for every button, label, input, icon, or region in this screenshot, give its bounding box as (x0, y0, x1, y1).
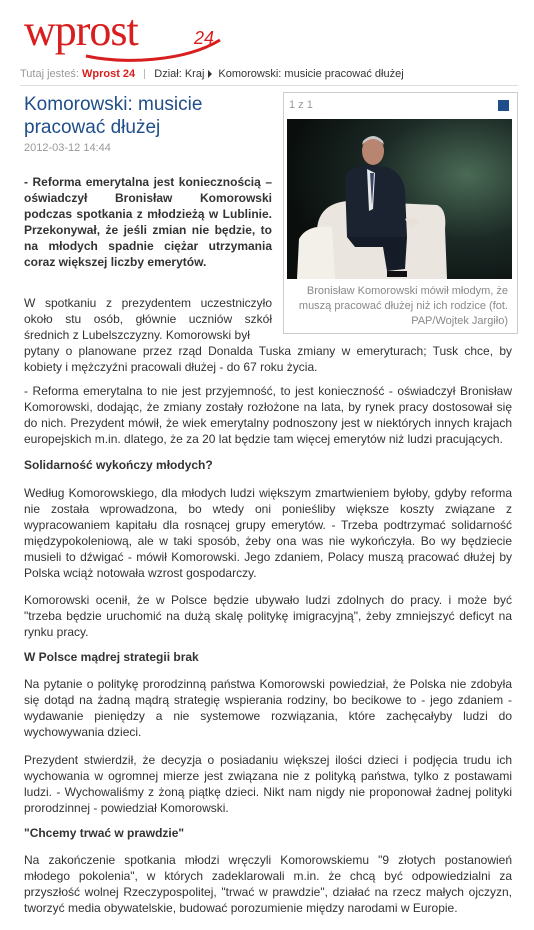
breadcrumb-prefix: Tutaj jesteś: (20, 68, 79, 80)
photo-caption: Bronisław Komorowski mówił młodym, że muszą pracować dłużej niż ich rodzice (fot. PAP/Wojtek Jargiło) (298, 285, 508, 327)
article-photo[interactable] (287, 119, 512, 279)
header-divider (20, 85, 518, 86)
breadcrumb-home-link[interactable]: Wprost 24 (81, 68, 136, 80)
gallery-counter: 1 z 1 (289, 99, 313, 111)
breadcrumb-section-link[interactable]: Dział: Kraj (154, 68, 205, 80)
site-logo[interactable] (24, 6, 224, 56)
article-paragraph-3: Według Komorowskiego, dla młodych ludzi większym zmartwieniem byłoby, gdyby reforma nie została wprowadzona, bo wtedy oni ponieśliby większe koszty związane z wypracowaniem kapitału dla rosnącej grupy emerytów. - Trzeba podtrzymać solidarność międzypokoleniową, ale w taki sposób, żeby ona was nie wykończyła. Bo wy będziecie musieli to dźwigać - mówił Komorowski. Jego zdaniem, Polacy muszą pracować dłużej by Polska wciąż notowała wzrost gospodarczy. (24, 486, 512, 580)
breadcrumb-current: Komorowski: musicie pracować dłużej (218, 68, 404, 80)
paragraph-1-part-a: W spotkaniu z prezydentem uczestniczyło około stu osób, głównie uczniów szkół średnich z Lubelszczyzny. Komorowski był (24, 296, 272, 342)
article-date: 2012-03-12 14:44 (24, 142, 111, 154)
breadcrumb-divider (144, 69, 145, 79)
article-paragraph-1 (24, 295, 512, 375)
paragraph-1-part-b: pytany o planowane przez rząd Donalda Tuska zmiany w emeryturach; Tusk chce, by kobiety i mężczyźni pracowali dłużej - do 67 roku życia. (24, 344, 512, 374)
section-heading-2: W Polsce mądrej strategii brak (24, 650, 199, 664)
breadcrumb-arrow-icon (208, 70, 212, 78)
article-paragraph-7: Na zakończenie spotkania młodzi wręczyli Komorowskiemu "9 złotych postanowień młodego pokolenia", w których zadeklarowali m.in. że chcą być odpowiedzialni za przyszłość wolnej Rzeczypospolitej, "trwać w prawdzie", działać na rzecz małych ojczyzn, tworzyć media obywatelskie, budować porozumienie między narodami w Europie. (24, 853, 512, 915)
logo-number: 24 (194, 28, 215, 48)
article-paragraph-6: Prezydent stwierdził, że decyzja o posiadaniu większej ilości dzieci i podjęcia trudu ich wychowania w ogromnej mierze jest związana nie z polityką państwa, tylko z postawami ludzi. - Wychowaliśmy z żoną piątkę dzieci. Nikt nam nigdy nie proponował żadnej polityki prorodzinnej - powiedział Komorowski. (24, 753, 512, 815)
article-paragraph-4: Komorowski ocenił, że w Polsce będzie ubywało ludzi zdolnych do pracy. i może być "trzeba będzie uruchomić na dużą skalę politykę imigracyjną", żeby zmniejszyć deficyt na rynku pracy. (24, 593, 512, 639)
article-title: Komorowski: musicie pracować dłużej (24, 94, 203, 138)
article-paragraph-5: Na pytanie o politykę prorodzinną państwa Komorowski powiedział, że Polska nie zdobyła się dotąd na żadną mądrą strategię wspierania rodziny, bo becikowe to - jego zdaniem - wydawanie pieniędzy a nie systemowe rozwiązania, które zachęcałyby ludzi do wychowywania dzieci. (24, 677, 512, 739)
gallery-expand-button[interactable] (498, 100, 509, 111)
logo-wordmark: wprost (24, 6, 138, 55)
photo-illustration (287, 119, 512, 279)
breadcrumb (20, 66, 520, 82)
section-heading-1: Solidarność wykończy młodych? (24, 458, 213, 472)
section-heading-3: "Chcemy trwać w prawdzie" (24, 826, 185, 840)
article-paragraph-2: - Reforma emerytalna to nie jest przyjemność, to jest konieczność - oświadczył Bronisław Komorowski, dodając, że zmiany zostały rozłożone na lata, by rynek pracy dostosował się do nich. Prezydent mówił, że wiek emerytalny podnoszony jest w niektórych innych krajach europejskich m.in. dlatego, że za 20 lat będzie tam więcej emerytów niż ludzi pracujących. (24, 384, 512, 446)
article-lead: - Reforma emerytalna jest koniecznością – oświadczył Bronisław Komorowski podczas spotkania z młodzieżą w Lublinie. Przekonywał, że jeśli zmian nie będzie, to na młodych spadnie ciężar utrzymania coraz większej liczby emerytów. (24, 175, 272, 269)
